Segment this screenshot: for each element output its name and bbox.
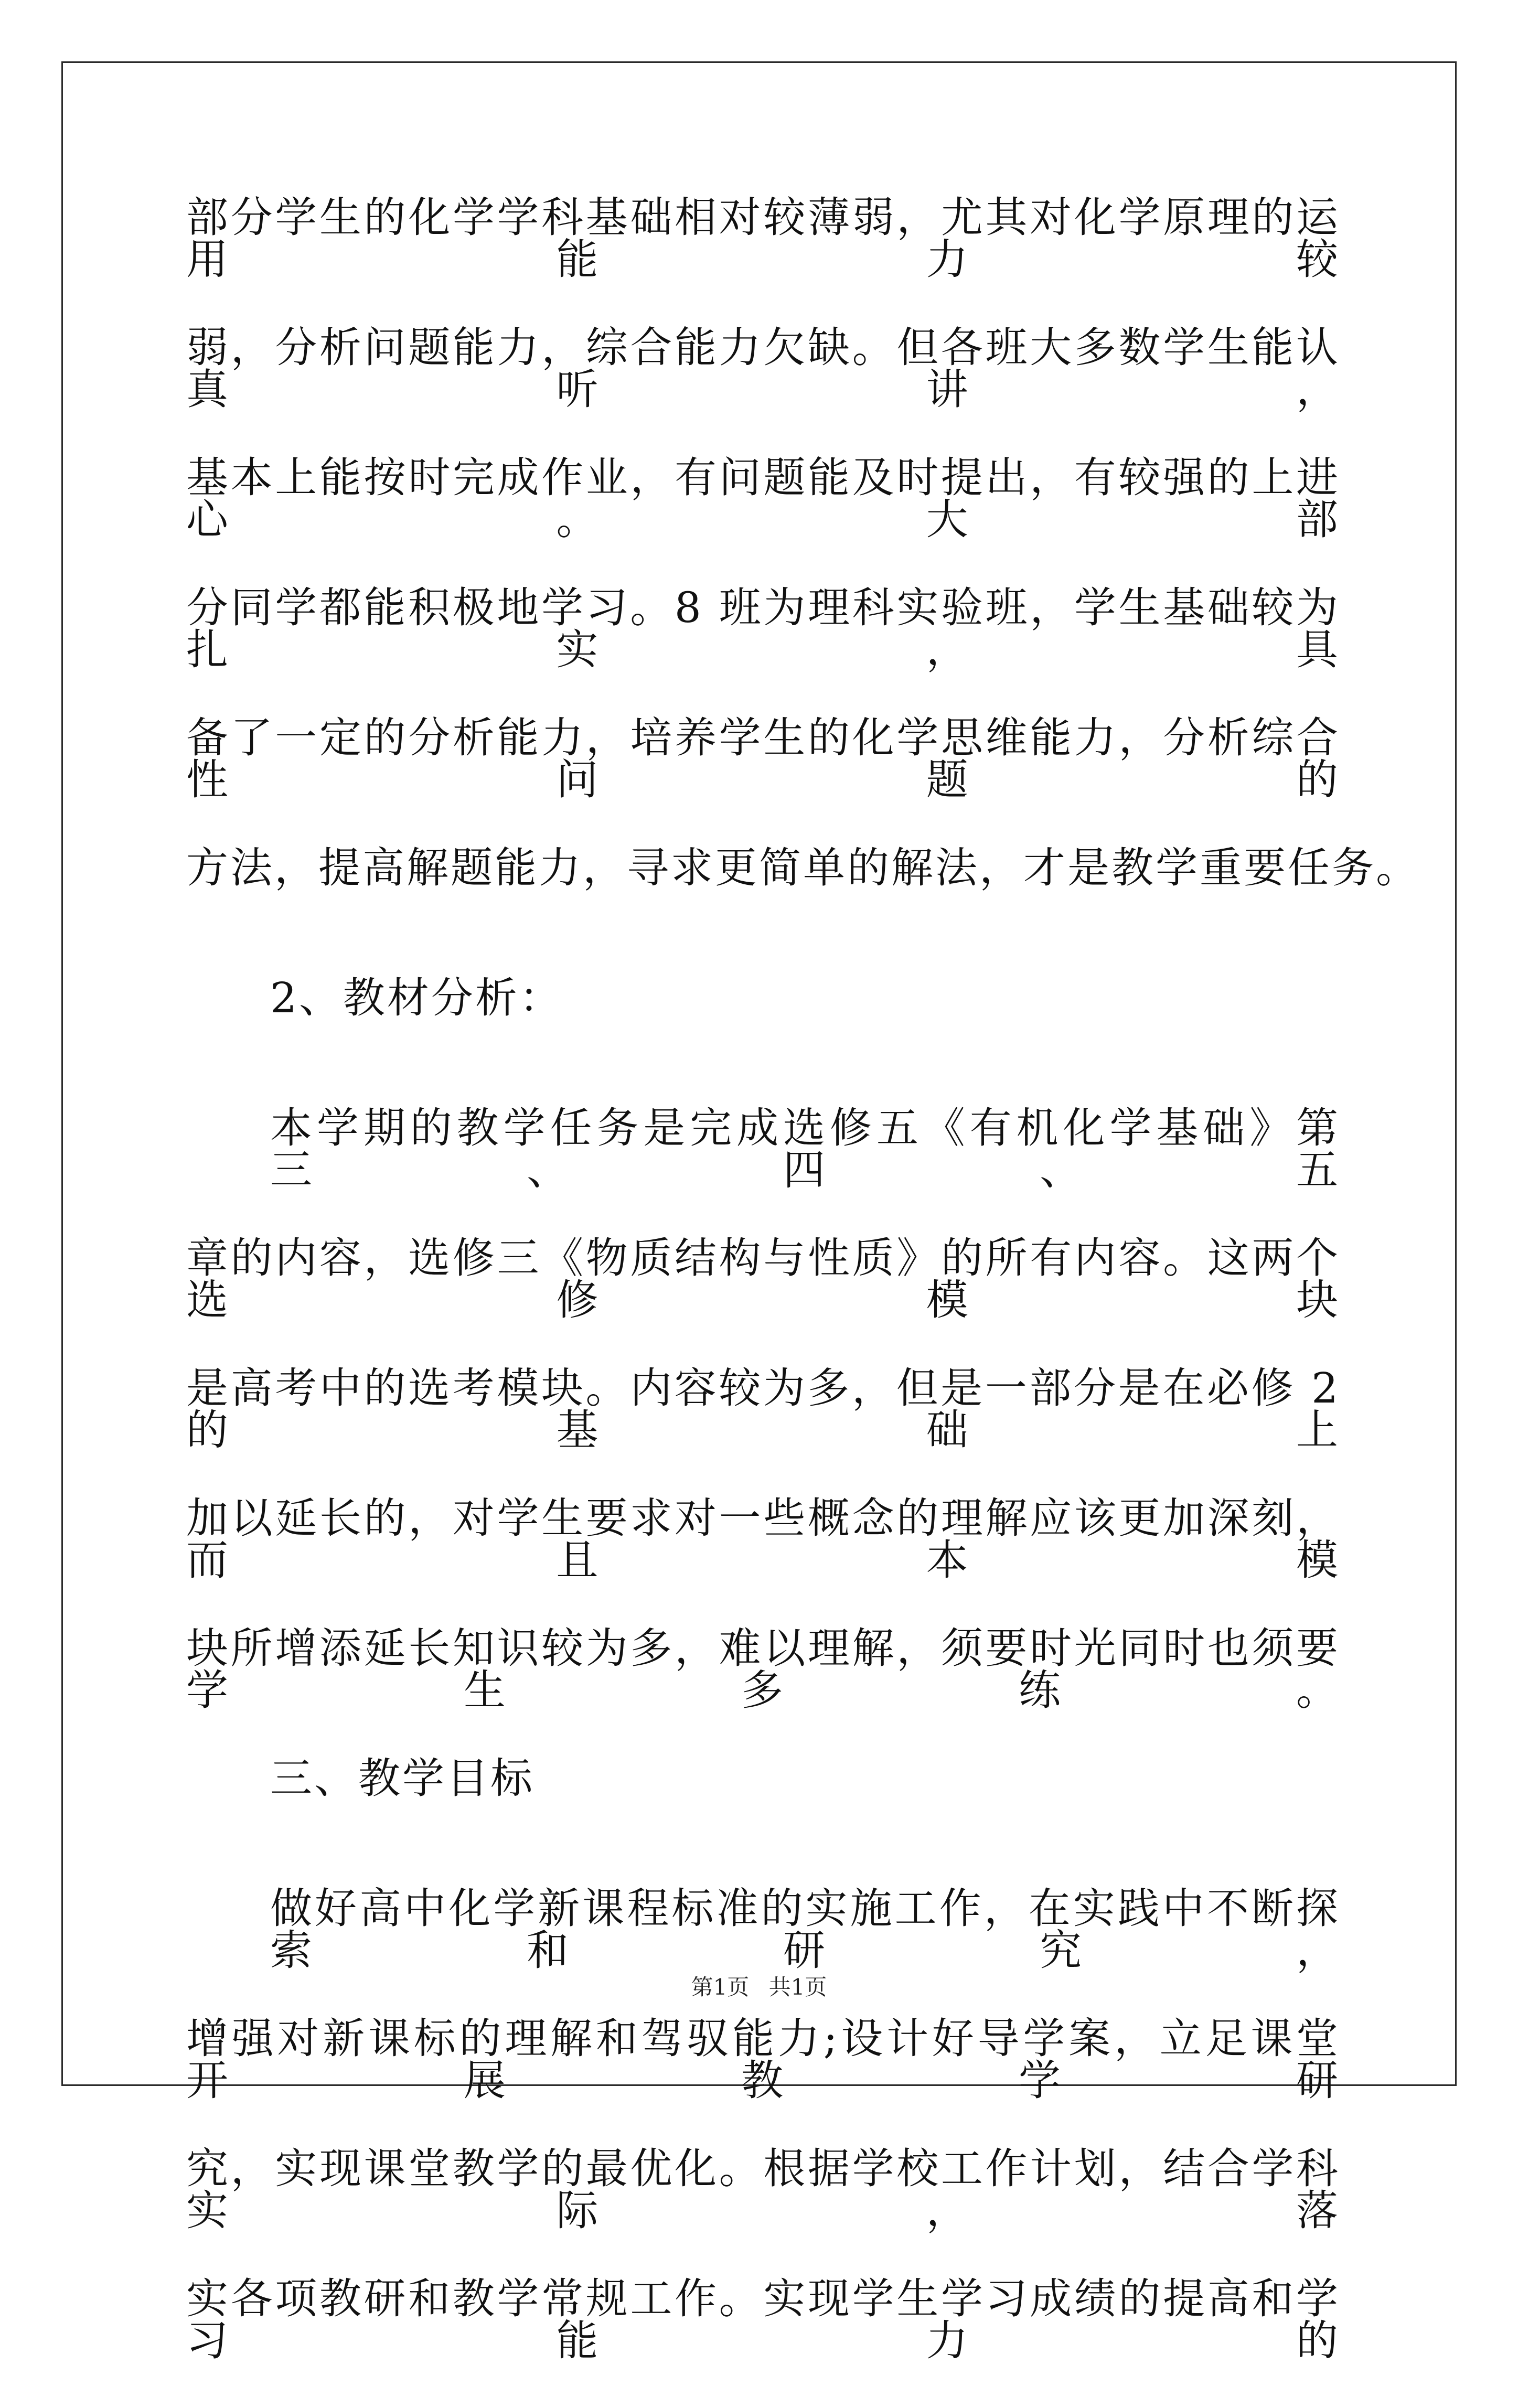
page-total: 共1页 xyxy=(768,1974,827,2000)
text-line: 是高考中的选考模块。内容较为多，但是一部分是在必修 2 的基础上 xyxy=(186,1364,1340,1454)
text-line: 做好高中化学新课程标准的实施工作，在实践中不断探索和研究， xyxy=(270,1884,1340,1975)
page-number: 第1页 xyxy=(691,1974,750,2000)
text-line: 部分学生的化学学科基础相对较薄弱，尤其对化学原理的运用能力较 xyxy=(186,193,1340,284)
section-heading: 2、教材分析： xyxy=(270,973,563,1022)
text-line: 弱，分析问题能力，综合能力欠缺。但各班大多数学生能认真听讲， xyxy=(186,323,1340,414)
text-line: 备了一定的分析能力，培养学生的化学思维能力，分析综合性问题的 xyxy=(186,713,1340,804)
text-line: 分同学都能积极地学习。8 班为理科实验班，学生基础较为扎实，具 xyxy=(186,583,1340,674)
text-line: 究，实现课堂教学的最优化。根据学校工作计划，结合学科实际，落 xyxy=(186,2144,1340,2235)
text-line: 加以延长的，对学生要求对一些概念的理解应该更加深刻，而且本模 xyxy=(186,1494,1340,1585)
text-line: 本学期的教学任务是完成选修五《有机化学基础》第三、四、五 xyxy=(270,1104,1340,1194)
text-line: 章的内容，选修三《物质结构与性质》的所有内容。这两个选修模块 xyxy=(186,1234,1340,1324)
text-line: 方法，提高解题能力，寻求更简单的解法，才是教学重要任务。 xyxy=(186,843,1420,892)
document-body xyxy=(186,193,1420,2408)
section-heading: 三、教学目标 xyxy=(270,1754,534,1803)
text-line: 增强对新课标的理解和驾驭能力;设计好导学案，立足课堂开展教学研 xyxy=(186,2014,1340,2105)
text-line: 实各项教研和教学常规工作。实现学生学习成绩的提高和学习能力的 xyxy=(186,2274,1340,2365)
text-line: 基本上能按时完成作业，有问题能及时提出，有较强的上进心。大部 xyxy=(186,453,1340,544)
text-line: 块所增添延长知识较为多，难以理解，须要时光同时也须要学生多练。 xyxy=(186,1624,1340,1715)
page-footer xyxy=(0,1976,1518,1998)
